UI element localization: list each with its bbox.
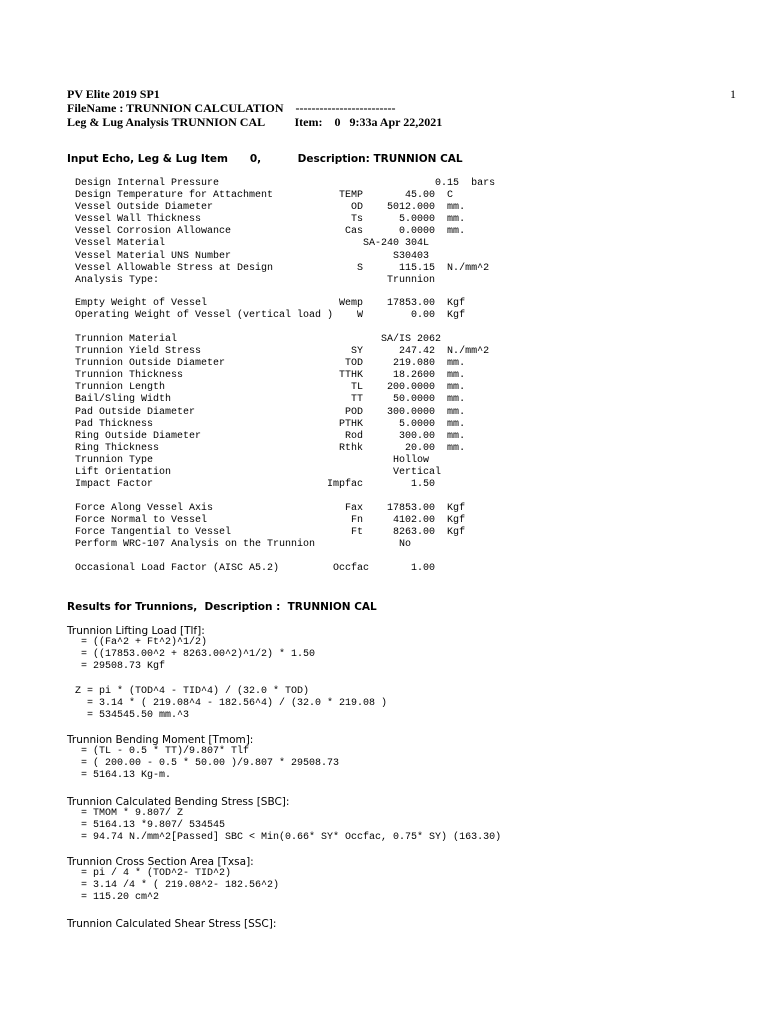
report-line: = ((17853.00^2 + 8263.00^2)^1/2) * 1.50 (75, 649, 316, 661)
report-line: Ring Outside Diameter Rod 300.00 mm. (75, 430, 466, 442)
report-line: = 29508.73 Kgf (75, 661, 166, 673)
bending-stress-label: Trunnion Calculated Bending Stress [SBC]: (67, 796, 290, 808)
report-line: Force Tangential to Vessel Ft 8263.00 Kgf (75, 527, 466, 539)
report-line: Empty Weight of Vessel Wemp 17853.00 Kgf (75, 298, 466, 309)
report-line: Bail/Sling Width TT 50.0000 mm. (75, 394, 466, 406)
input-echo-title: Input Echo, Leg & Lug Item 0, Description: TRUNNION CAL (67, 153, 463, 165)
report-line: = ( 200.00 - 0.5 * 50.00 )/9.807 * 29508.73 (75, 758, 340, 770)
analysis-title-line: Leg & Lug Analysis TRUNNION CAL Item: 0 9:33a Apr 22,2021 (67, 115, 443, 129)
report-line: Trunnion Thickness TTHK 18.2600 mm. (75, 370, 466, 382)
report-line: Operating Weight of Vessel (vertical load ) W 0.00 Kgf (75, 310, 466, 322)
cross-section-calc (75, 868, 279, 904)
report-line: Ring Thickness Rthk 20.00 mm. (75, 442, 466, 454)
report-line: = ((Fa^2 + Ft^2)^1/2) (75, 637, 208, 648)
report-line: Trunnion Type Hollow (75, 454, 430, 466)
report-line: Pad Thickness PTHK 5.0000 mm. (75, 418, 466, 430)
report-line: = pi / 4 * (TOD^2- TID^2) (75, 868, 232, 879)
report-line: Occasional Load Factor (AISC A5.2) Occfac 1.00 (75, 563, 436, 574)
results-title: Results for Trunnions, Description : TRUNNION CAL (67, 601, 377, 613)
input-group-trunnion (75, 334, 489, 491)
report-line: Vessel Corrosion Allowance Cas 0.0000 mm. (75, 226, 466, 238)
report-line: = 3.14 * ( 219.08^4 - 182.56^4) / (32.0 * 219.08 ) (75, 698, 388, 710)
report-line: Design Temperature for Attachment TEMP 45.00 C (75, 190, 454, 202)
report-line: Vessel Wall Thickness Ts 5.0000 mm. (75, 214, 466, 226)
input-group-weights (75, 298, 465, 322)
cross-section-label: Trunnion Cross Section Area [Txsa]: (67, 856, 254, 868)
report-line: Vessel Material SA-240 304L (75, 238, 430, 250)
input-group-load-factor (75, 563, 435, 575)
report-line: Vessel Outside Diameter OD 5012.000 mm. (75, 202, 466, 214)
input-group-forces (75, 503, 465, 551)
report-line: = 3.14 /4 * ( 219.08^2- 182.56^2) (75, 880, 280, 892)
report-line: Design Internal Pressure 0.15 bars (75, 178, 496, 189)
bending-moment-label: Trunnion Bending Moment [Tmom]: (67, 734, 254, 746)
report-line: Analysis Type: Trunnion (75, 274, 436, 286)
report-line: Lift Orientation Vertical (75, 467, 442, 479)
report-line: = 5164.13 Kg-m. (75, 770, 172, 782)
report-line: = 115.20 cm^2 (75, 892, 160, 904)
report-line: = 94.74 N./mm^2[Passed] SBC < Min(0.66* SY* Occfac, 0.75* SY) (163.30) (75, 832, 502, 844)
report-line: Vessel Allowable Stress at Design S 115.15 N./mm^2 (75, 262, 490, 274)
page-number: 1 (730, 87, 736, 101)
report-line: = 5164.13 *9.807/ 534545 (75, 820, 226, 832)
input-group-vessel (75, 178, 495, 287)
report-line: Force Normal to Vessel Fn 4102.00 Kgf (75, 515, 466, 527)
report-line: Perform WRC-107 Analysis on the Trunnion No (75, 539, 412, 551)
bending-moment-calc (75, 746, 339, 782)
report-line: Trunnion Yield Stress SY 247.42 N./mm^2 (75, 346, 490, 358)
report-line: = TMOM * 9.807/ Z (75, 808, 184, 819)
report-line: Pad Outside Diameter POD 300.0000 mm. (75, 406, 466, 418)
report-line: Force Along Vessel Axis Fax 17853.00 Kgf (75, 503, 466, 514)
lifting-load-label: Trunnion Lifting Load [Tlf]: (67, 625, 205, 637)
report-line: = 534545.50 mm.^3 (75, 710, 190, 722)
file-name-line: FileName : TRUNNION CALCULATION ------------------------- (67, 101, 396, 115)
report-line: Trunnion Outside Diameter TOD 219.080 mm. (75, 358, 466, 370)
report-line: Impact Factor Impfac 1.50 (75, 479, 436, 491)
lifting-load-calc (75, 637, 315, 673)
report-line: Trunnion Material SA/IS 2062 (75, 334, 442, 345)
bending-stress-calc (75, 808, 501, 844)
report-line: Z = pi * (TOD^4 - TID^4) / (32.0 * TOD) (75, 686, 310, 697)
program-version: PV Elite 2019 SP1 (67, 87, 160, 101)
shear-stress-label: Trunnion Calculated Shear Stress [SSC]: (67, 918, 277, 930)
report-line: = (TL - 0.5 * TT)/9.807* Tlf (75, 746, 250, 757)
report-line: Vessel Material UNS Number S30403 (75, 250, 430, 262)
report-line: Trunnion Length TL 200.0000 mm. (75, 382, 466, 394)
section-modulus-calc (75, 686, 387, 722)
